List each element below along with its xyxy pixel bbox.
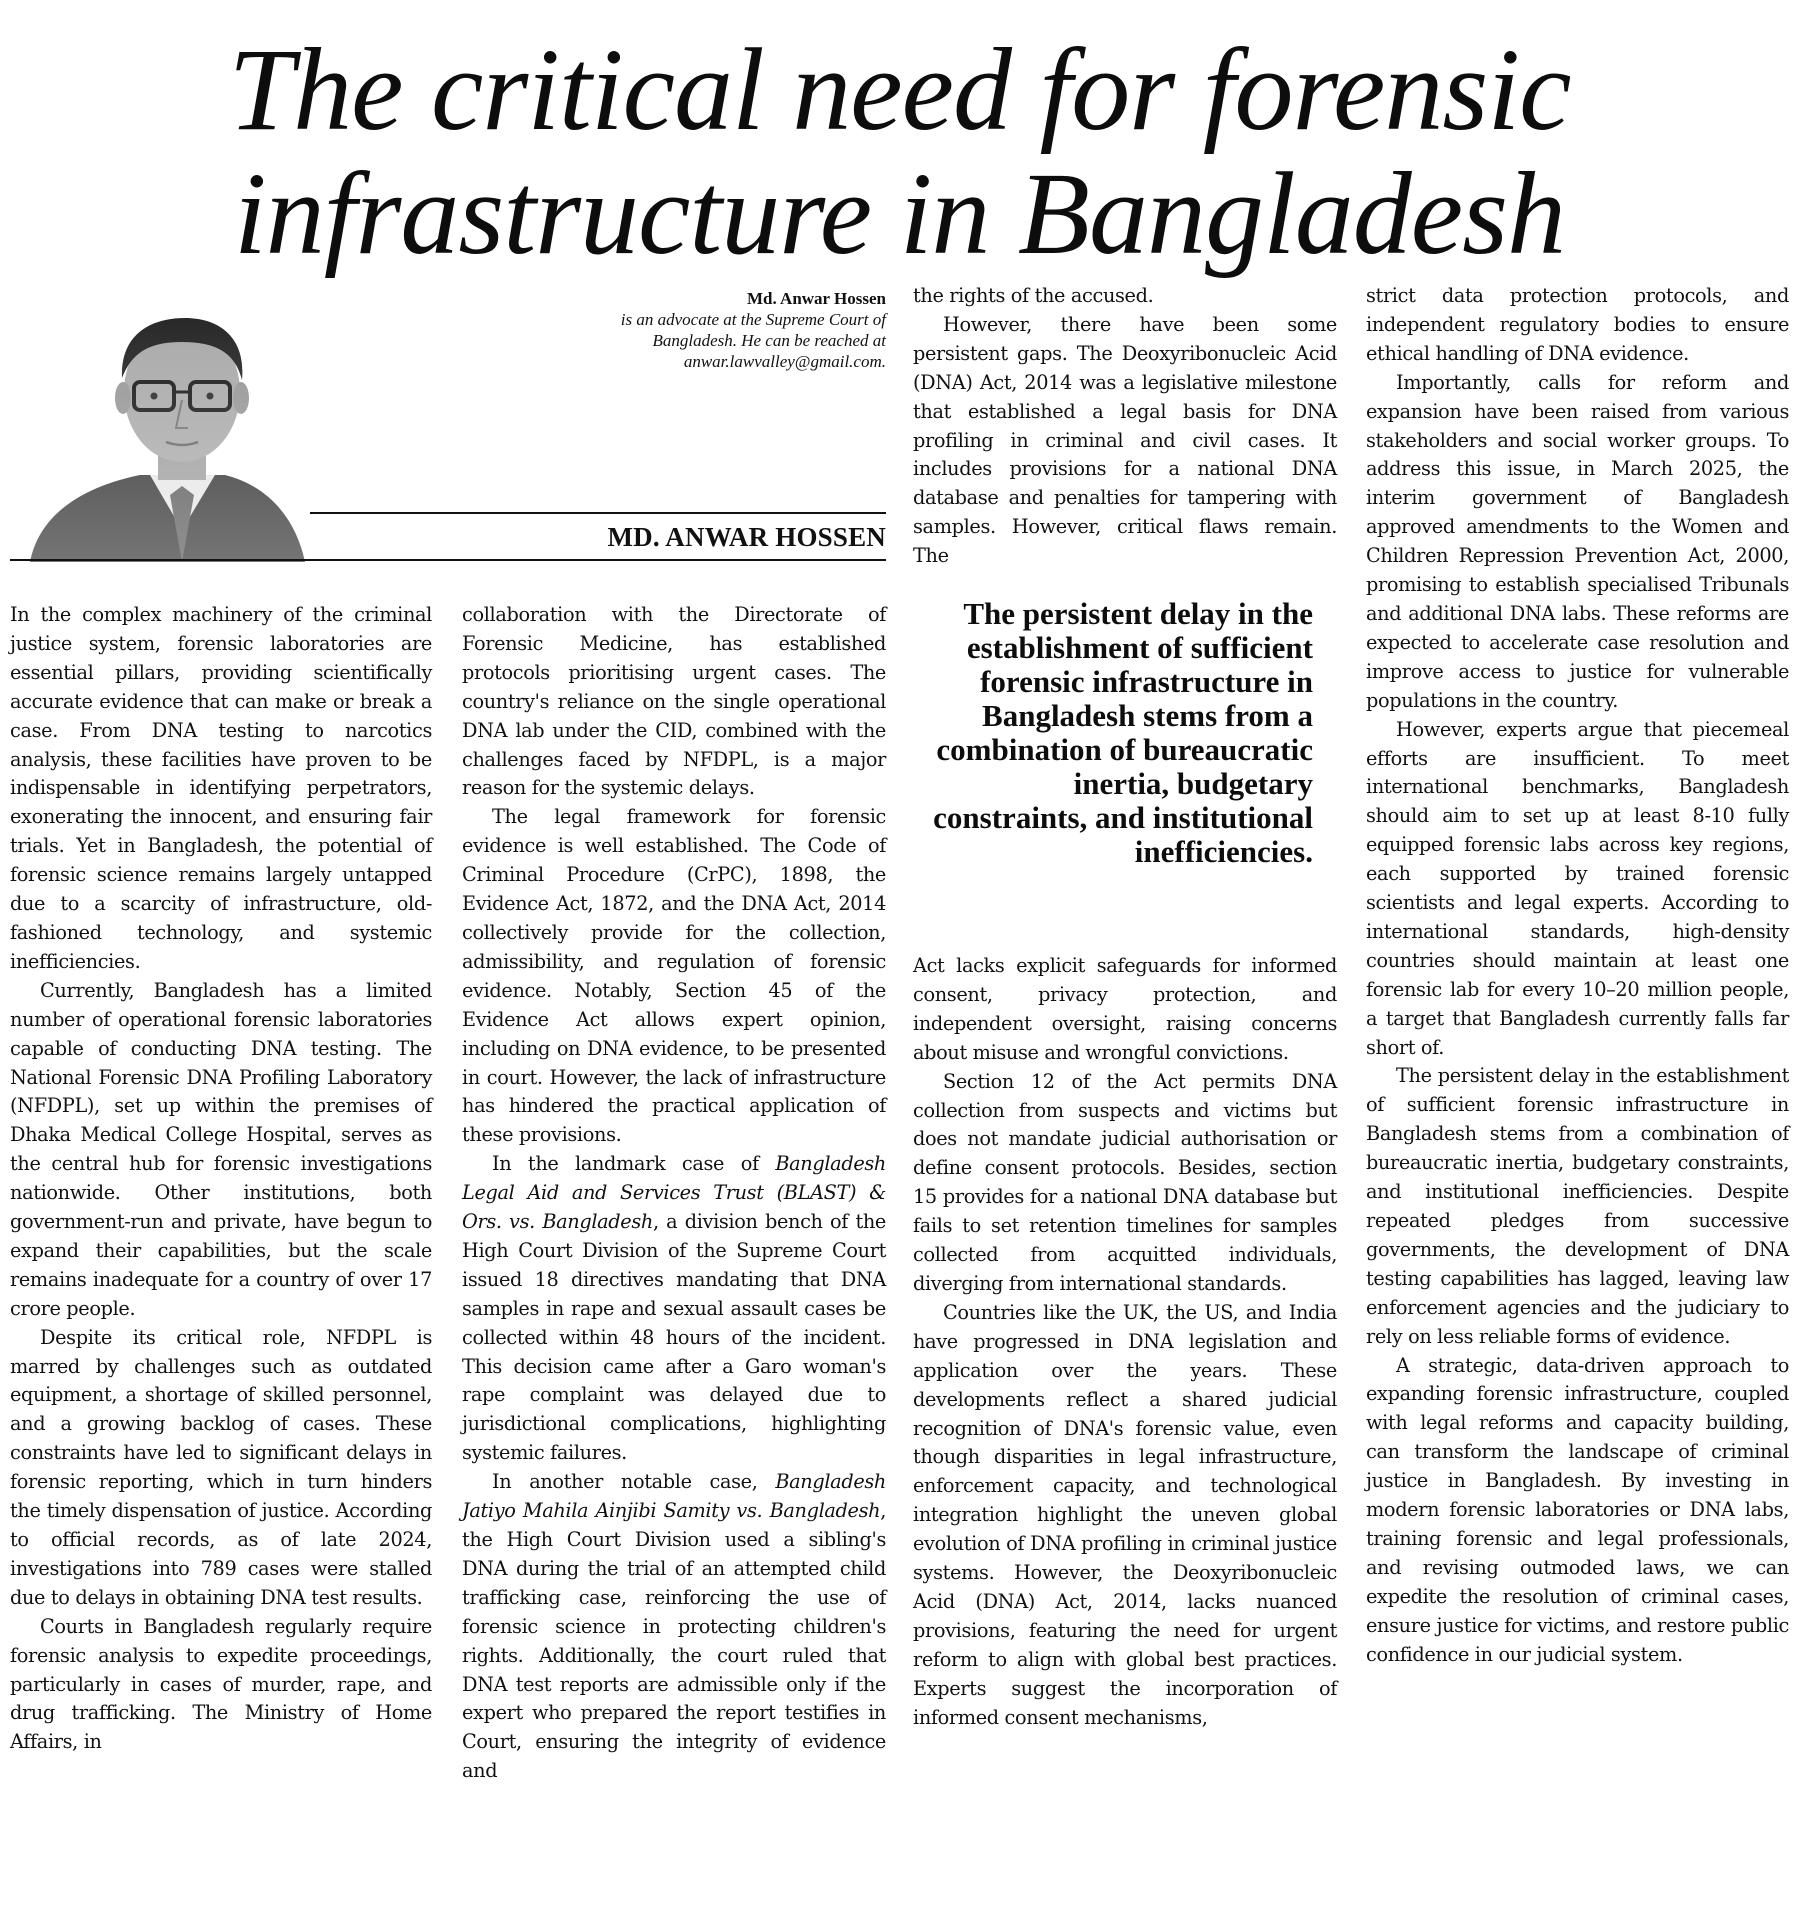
pull-quote: The persistent delay in the establishment of sufficient forensic infrastructure in Bangladesh stems from a combination of bureaucratic inertia, budgetary constraints, and institutional inefficiencies. <box>933 596 1313 869</box>
text-run: In the landmark case of <box>492 1152 776 1176</box>
author-bio-line-2: Bangladesh. He can be reached at <box>652 331 886 350</box>
author-info <box>466 288 886 372</box>
paragraph: In the complex machinery of the criminal justice system, forensic laboratories are essential pillars, providing scientifically accurate evidence that can make or break a case. From DNA testing to narcotics analysis, these facilities have proven to be indispensable in identifying perpetrators, exonerating the innocent, and ensuring fair trials. Yet in Bangladesh, the potential of forensic science remains largely untapped due to a scarcity of infrastructure, old-fashioned technology, and systemic inefficiencies. <box>10 603 432 973</box>
headline <box>0 24 1799 279</box>
paragraph: Act lacks explicit safeguards for informed consent, privacy protection, and independent oversight, raising concerns about misuse and wrongful convictions. <box>913 954 1337 1064</box>
paragraph: The legal framework for forensic evidence is well established. The Code of Criminal Procedure (CrPC), 1898, the Evidence Act, 1872, and the DNA Act, 2014 collectively provide for the collection, admissibility, and regulation of forensic evidence. Notably, Section 45 of the Evidence Act allows expert opinion, including on DNA evidence, to be presented in court. However, the lack of infrastructure has hindered the practical application of these provisions. <box>462 805 886 1147</box>
paragraph: Courts in Bangladesh regularly require forensic analysis to expedite proceedings, particularly in cases of murder, rape, and drug trafficking. The Ministry of Home Affairs, in <box>10 1614 432 1754</box>
author-bottom-rule <box>10 559 886 561</box>
paragraph: Countries like the UK, the US, and India have progressed in DNA legislation and application over the years. These developments reflect a shared judicial recognition of DNA's forensic value, even though disparities in legal infrastructure, enforcement capacity, and technological integration highlight the uneven global evolution of DNA profiling in criminal justice systems. However, the Deoxyribonucleic Acid (DNA) Act, 2014, lacks nuanced provisions, featuring the need for urgent reform to align with global best practices. Experts suggest the incorporation of informed consent mechanisms, <box>913 1300 1337 1729</box>
paragraph <box>462 1150 886 1468</box>
paragraph: However, there have been some persistent gaps. The Deoxyribonucleic Acid (DNA) Act, 2014 was a legislative milestone that established a legal basis for DNA profiling in criminal and civil cases. It includes provisions for a national DNA database and penalties for tampering with samples. However, critical flaws remain. The <box>913 312 1337 568</box>
paragraph: The persistent delay in the establishment of sufficient forensic infrastructure in Bangladesh stems from a combination of bureaucratic inertia, budgetary constraints, and institutional inefficiencies. Despite repeated pledges from successive governments, the development of DNA testing capabilities has lagged, leaving law enforcement agencies and the judiciary to rely on less reliable forms of evidence. <box>1366 1064 1789 1348</box>
paragraph: Despite its critical role, NFDPL is marred by challenges such as outdated equipment, a shortage of skilled personnel, and a growing backlog of cases. These constraints have led to significant delays in forensic reporting, which in turn hinders the timely dispensation of justice. According to official records, as of late 2024, investigations into 789 cases were stalled due to delays in obtaining DNA test results. <box>10 1325 432 1609</box>
text-run: , a division bench of the High Court Division of the Supreme Court issued 18 directives mandating that DNA samples in rape and sexual assault cases be collected within 48 hours of the incident. This decision came after a Garo woman's rape complaint was delayed due to jurisdictional complications, highlighting systemic failures. <box>462 1210 886 1465</box>
paragraph: Section 12 of the Act permits DNA collection from suspects and victims but does not mandate judicial authorisation or define consent protocols. Besides, section 15 provides for a national DNA database but fails to set retention timelines for samples collected from acquitted individuals, diverging from international standards. <box>913 1069 1337 1295</box>
author-name: Md. Anwar Hossen <box>746 289 886 308</box>
column-3-bottom <box>913 952 1337 1732</box>
author-divider <box>310 512 886 514</box>
paragraph <box>462 1468 886 1786</box>
paragraph: Importantly, calls for reform and expansion have been raised from various stakeholders and social worker groups. To address this issue, in March 2025, the interim government of Bangladesh approved amendments to the Women and Children Repression Prevention Act, 2000, promising to establish specialised Tribunals and additional DNA labs. These reforms are expected to accelerate case resolution and improve access to justice for vulnerable populations in the country. <box>1366 370 1789 712</box>
paragraph: Currently, Bangladesh has a limited number of operational forensic laboratories capable of conducting DNA testing. The National Forensic DNA Profiling Laboratory (NFDPL), set up within the premises of Dhaka Medical College Hospital, serves as the central hub for forensic investigations nationwide. Other institutions, both government-run and private, have begun to expand their capabilities, but the scale remains inadequate for a country of over 17 crore people. <box>10 978 432 1320</box>
headline-line-1: The critical need for forensic <box>228 24 1571 155</box>
case-name: Bangladesh Jatiyo Mahila Ainjibi Samity vs. Bangladesh <box>462 1470 886 1523</box>
paragraph: the rights of the accused. <box>913 284 1154 307</box>
author-block <box>10 280 886 562</box>
author-bio-line-1: is an advocate at the Supreme Court of <box>620 310 886 329</box>
column-4 <box>1366 282 1789 1670</box>
author-email: anwar.lawvalley@gmail.com. <box>683 352 886 371</box>
text-run: In another notable case, <box>492 1470 776 1494</box>
text-run: , the High Court Division used a sibling's DNA during the trial of an attempted child trafficking case, reinforcing the use of forensic science in protecting children's rights. Additionally, the court ruled that DNA test reports are admissible only if the expert who prepared the report testifies in Court, ensuring the integrity of evidence and <box>462 1499 886 1783</box>
column-1 <box>10 601 432 1757</box>
column-3-top <box>913 282 1337 571</box>
column-2 <box>462 601 886 1786</box>
paragraph: A strategic, data-driven approach to expanding forensic infrastructure, coupled with legal reforms and capacity building, can transform the landscape of criminal justice in Bangladesh. By investing in modern forensic laboratories or DNA labs, training forensic and legal professionals, and revising outmoded laws, we can expedite the resolution of criminal cases, ensure justice for victims, and restore public confidence in our judicial system. <box>1366 1353 1789 1666</box>
case-name: Bangladesh Legal Aid and Services Trust (BLAST) & Ors. vs. Bangladesh <box>462 1152 886 1234</box>
paragraph: strict data protection protocols, and independent regulatory bodies to ensure ethical handling of DNA evidence. <box>1366 284 1789 365</box>
headline-line-2: infrastructure in Bangladesh <box>233 148 1566 279</box>
paragraph: However, experts argue that piecemeal efforts are insufficient. To meet international benchmarks, Bangladesh should aim to set up at least 8-10 fully equipped forensic labs across key regions, each supported by trained forensic scientists and legal experts. According to international standards, high-density countries should maintain at least one forensic lab for every 10–20 million people, a target that Bangladesh currently falls far short of. <box>1366 717 1789 1059</box>
paragraph: collaboration with the Directorate of Forensic Medicine, has established protocols prioritising urgent cases. The country's reliance on the single operational DNA lab under the CID, combined with the challenges faced by NFDPL, is a major reason for the systemic delays. <box>462 603 886 800</box>
byline: MD. ANWAR HOSSEN <box>607 522 886 552</box>
author-portrait <box>10 280 310 562</box>
